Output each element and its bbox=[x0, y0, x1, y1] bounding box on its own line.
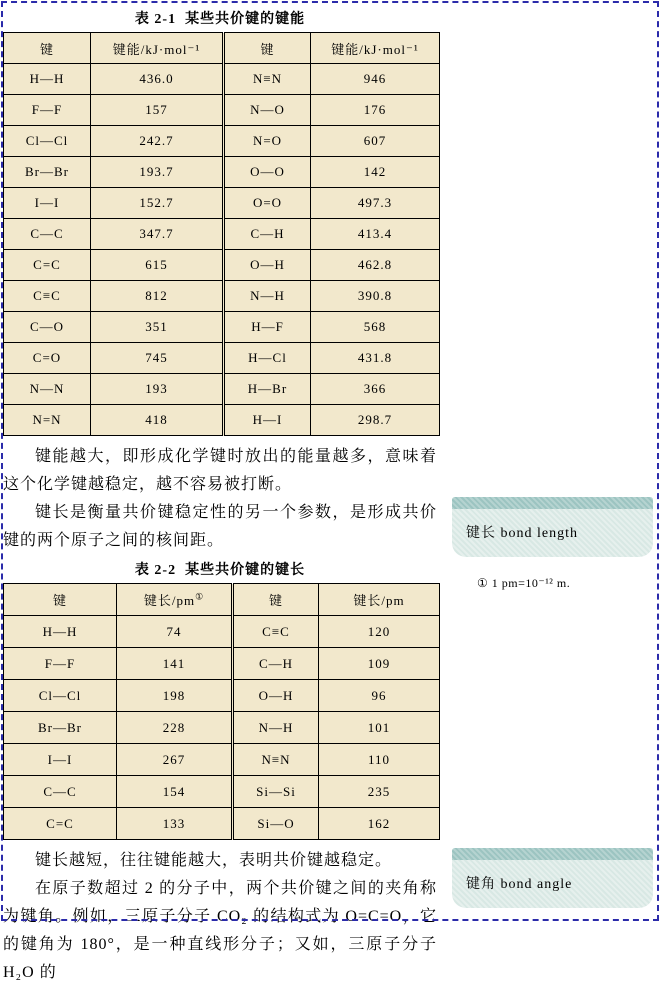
table-cell: N=O bbox=[224, 126, 311, 157]
column-header: 键 bbox=[4, 584, 117, 616]
table-cell: 413.4 bbox=[311, 219, 440, 250]
margin-tab-bond-angle bbox=[452, 848, 653, 908]
paragraph-bond-angle: 在原子数超过 2 的分子中，两个共价键之间的夹角称为键角。例如，三原子分子 CO₂ 的结构式为 O=C=O，它的键角为 180°，是一种直线形分子；又如，三原子分子 H₂O 的 bbox=[3, 880, 437, 981]
table-row bbox=[4, 95, 440, 126]
table-cell: N—N bbox=[4, 374, 91, 405]
table-cell: 193.7 bbox=[91, 157, 224, 188]
table-cell: 198 bbox=[117, 680, 233, 712]
table-cell: 235 bbox=[319, 776, 440, 808]
paragraph-bond-energy: 键能越大，即形成化学键时放出的能量越多，意味着这个化学键越稳定，越不容易被打断。 bbox=[3, 448, 437, 493]
table-cell: 418 bbox=[91, 405, 224, 436]
table-row bbox=[4, 312, 440, 343]
table-row bbox=[4, 776, 440, 808]
table-cell: H—Br bbox=[224, 374, 311, 405]
table-cell: 615 bbox=[91, 250, 224, 281]
table-cell: 133 bbox=[117, 808, 233, 840]
table-cell: 193 bbox=[91, 374, 224, 405]
table-cell: Br—Br bbox=[4, 157, 91, 188]
table-cell: 141 bbox=[117, 648, 233, 680]
table-cell: F—F bbox=[4, 648, 117, 680]
table-cell: I—I bbox=[4, 188, 91, 219]
margin-tab-bond-angle-label: 键角 bond angle bbox=[466, 877, 573, 892]
table-row bbox=[4, 219, 440, 250]
header-row bbox=[4, 584, 440, 616]
table-cell: 120 bbox=[319, 616, 440, 648]
header-row bbox=[4, 33, 440, 64]
table-cell: O—H bbox=[233, 680, 319, 712]
table-row bbox=[4, 712, 440, 744]
margin-tab-strip bbox=[452, 497, 653, 509]
table-cell: 745 bbox=[91, 343, 224, 374]
table-cell: O—H bbox=[224, 250, 311, 281]
table-cell: 101 bbox=[319, 712, 440, 744]
table-cell: O—O bbox=[224, 157, 311, 188]
table-cell: C≡C bbox=[233, 616, 319, 648]
table-row bbox=[4, 648, 440, 680]
margin-tab-strip bbox=[452, 848, 653, 860]
table-row bbox=[4, 808, 440, 840]
table-cell: 351 bbox=[91, 312, 224, 343]
table-row bbox=[4, 744, 440, 776]
table-cell: H—I bbox=[224, 405, 311, 436]
table-row bbox=[4, 680, 440, 712]
table-cell: 142 bbox=[311, 157, 440, 188]
table-cell: 462.8 bbox=[311, 250, 440, 281]
footnote-pm-definition: ① 1 pm=10⁻¹² m. bbox=[477, 576, 571, 590]
table-cell: C—O bbox=[4, 312, 91, 343]
table-cell: Br—Br bbox=[4, 712, 117, 744]
table-cell: N=N bbox=[4, 405, 91, 436]
table-cell: C=C bbox=[4, 250, 91, 281]
column-header: 键 bbox=[224, 33, 311, 64]
table-cell: Cl—Cl bbox=[4, 126, 91, 157]
table-cell: C=O bbox=[4, 343, 91, 374]
table-cell: 347.7 bbox=[91, 219, 224, 250]
table-cell: N—H bbox=[233, 712, 319, 744]
table-cell: Si—O bbox=[233, 808, 319, 840]
table-2-1-title: 表 2-1 某些共价键的键能 bbox=[134, 12, 306, 27]
table-cell: C≡C bbox=[4, 281, 91, 312]
table-cell: N≡N bbox=[224, 64, 311, 95]
table-cell: 228 bbox=[117, 712, 233, 744]
table-cell: 152.7 bbox=[91, 188, 224, 219]
table-cell: C—H bbox=[224, 219, 311, 250]
table-cell: 154 bbox=[117, 776, 233, 808]
table-cell: 242.7 bbox=[91, 126, 224, 157]
table-cell: 74 bbox=[117, 616, 233, 648]
table-row bbox=[4, 64, 440, 95]
table-cell: 812 bbox=[91, 281, 224, 312]
column-header: 键长/pm① bbox=[117, 584, 233, 616]
table-row bbox=[4, 616, 440, 648]
table-row bbox=[4, 188, 440, 219]
table-cell: C—C bbox=[4, 776, 117, 808]
table-row bbox=[4, 343, 440, 374]
table-2-2-title: 表 2-2 某些共价键的键长 bbox=[134, 563, 306, 578]
table-cell: 96 bbox=[319, 680, 440, 712]
paragraph-bond-length-intro: 键长是衡量共价键稳定性的另一个参数，是形成共价键的两个原子之间的核间距。 bbox=[3, 504, 437, 549]
table-row bbox=[4, 281, 440, 312]
table-row bbox=[4, 157, 440, 188]
table-cell: 946 bbox=[311, 64, 440, 95]
table-cell: C—C bbox=[4, 219, 91, 250]
table-row bbox=[4, 374, 440, 405]
table-cell: Cl—Cl bbox=[4, 680, 117, 712]
table-row bbox=[4, 405, 440, 436]
paragraph-bond-length-rule: 键长越短，往往键能越大，表明共价键越稳定。 bbox=[35, 852, 393, 869]
table-cell: 162 bbox=[319, 808, 440, 840]
table-cell: H—H bbox=[4, 64, 91, 95]
table-cell: 607 bbox=[311, 126, 440, 157]
table-cell: 157 bbox=[91, 95, 224, 126]
table-cell: 568 bbox=[311, 312, 440, 343]
bond-length-table bbox=[3, 583, 440, 840]
table-cell: Si—Si bbox=[233, 776, 319, 808]
table-cell: I—I bbox=[4, 744, 117, 776]
table-cell: 390.8 bbox=[311, 281, 440, 312]
table-cell: N≡N bbox=[233, 744, 319, 776]
table-row bbox=[4, 250, 440, 281]
table-cell: C=C bbox=[4, 808, 117, 840]
table-cell: 431.8 bbox=[311, 343, 440, 374]
table-cell: O=O bbox=[224, 188, 311, 219]
column-header: 键能/kJ·mol⁻¹ bbox=[311, 33, 440, 64]
main-text-column bbox=[3, 5, 437, 987]
table-cell: N—H bbox=[224, 281, 311, 312]
table-cell: 176 bbox=[311, 95, 440, 126]
column-header: 键能/kJ·mol⁻¹ bbox=[91, 33, 224, 64]
table-cell: C—H bbox=[233, 648, 319, 680]
table-cell: 366 bbox=[311, 374, 440, 405]
table-cell: H—F bbox=[224, 312, 311, 343]
table-cell: F—F bbox=[4, 95, 91, 126]
bond-energy-table bbox=[3, 32, 440, 436]
column-header: 键长/pm bbox=[319, 584, 440, 616]
column-header: 键 bbox=[233, 584, 319, 616]
margin-tab-bond-length bbox=[452, 497, 653, 557]
table-cell: 298.7 bbox=[311, 405, 440, 436]
table-cell: N—O bbox=[224, 95, 311, 126]
table-cell: 497.3 bbox=[311, 188, 440, 219]
table-row bbox=[4, 126, 440, 157]
column-header: 键 bbox=[4, 33, 91, 64]
table-cell: 110 bbox=[319, 744, 440, 776]
table-cell: 109 bbox=[319, 648, 440, 680]
table-cell: H—Cl bbox=[224, 343, 311, 374]
table-cell: H—H bbox=[4, 616, 117, 648]
table-cell: 436.0 bbox=[91, 64, 224, 95]
table-cell: 267 bbox=[117, 744, 233, 776]
margin-tab-bond-length-label: 键长 bond length bbox=[466, 526, 578, 541]
